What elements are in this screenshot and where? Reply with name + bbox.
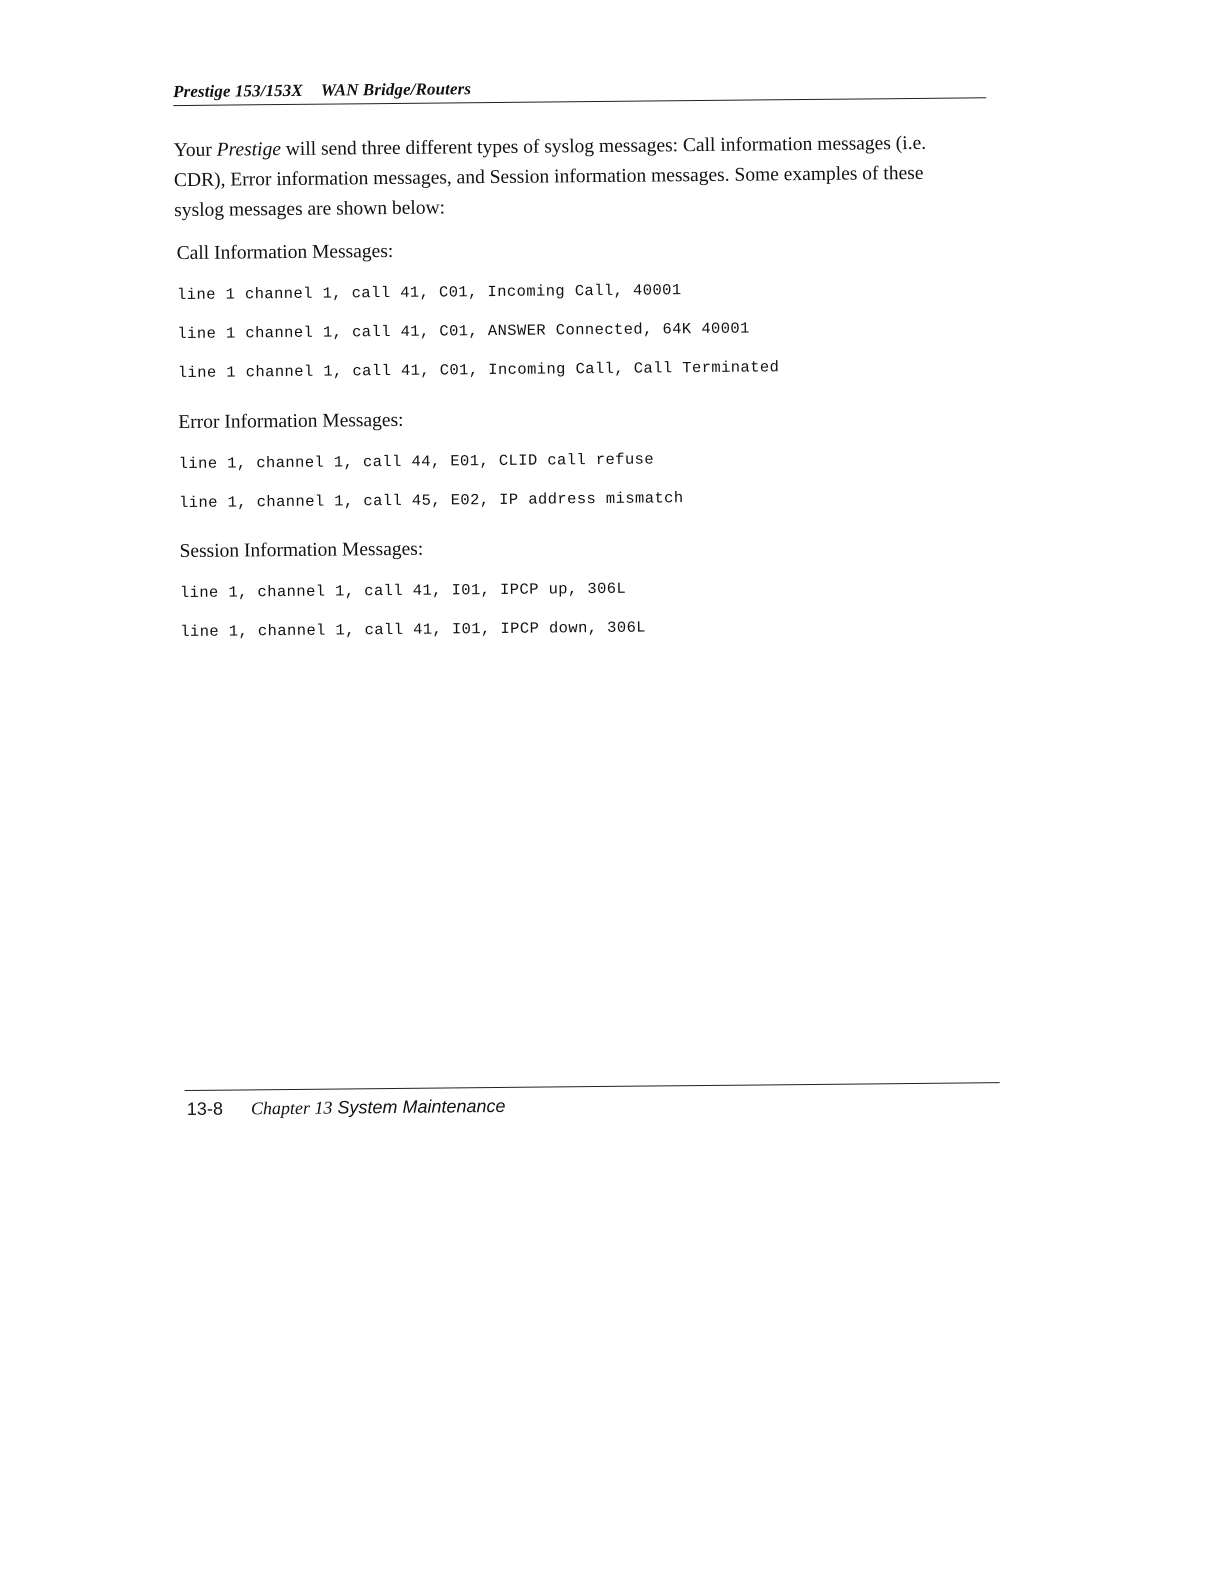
error-info-heading: Error Information Messages: [178, 409, 404, 434]
footer-chapter-title: System Maintenance [332, 1095, 506, 1118]
call-info-line: line 1 channel 1, call 41, C01, Incoming Call, 40001 [176, 281, 682, 305]
call-info-line: line 1 channel 1, call 41, C01, ANSWER Connected, 64K 40001 [177, 319, 750, 344]
error-info-line: line 1, channel 1, call 45, E02, IP address mismatch [178, 489, 684, 513]
intro-prefix: Your [173, 139, 217, 162]
session-info-line: line 1, channel 1, call 41, I01, IPCP down, 306L [180, 618, 647, 642]
call-info-heading: Call Information Messages: [176, 240, 394, 265]
error-info-line: line 1, channel 1, call 44, E01, CLID call refuse [178, 450, 655, 474]
call-info-line: line 1 channel 1, call 41, C01, Incoming Call, Call Terminated [177, 358, 780, 383]
intro-brand: Prestige [216, 139, 282, 161]
page-number: 13-8 [186, 1098, 223, 1119]
running-header [173, 79, 471, 102]
header-model: Prestige 153/153X [173, 80, 303, 102]
header-product: WAN Bridge/Routers [320, 79, 472, 100]
session-info-heading: Session Information Messages: [179, 538, 424, 563]
session-info-line: line 1, channel 1, call 41, I01, IPCP up, 306L [179, 579, 627, 603]
intro-text: will send three different types of syslog messages: Call information messages (i.e. CDR), Error information messages, and Session information messages. Some examples of these syslog messages are shown below: [173, 132, 927, 222]
footer-rule [185, 1082, 1000, 1091]
intro-paragraph [174, 128, 975, 226]
footer-chapter: Chapter 13 [250, 1097, 333, 1119]
page-footer [187, 1096, 506, 1120]
